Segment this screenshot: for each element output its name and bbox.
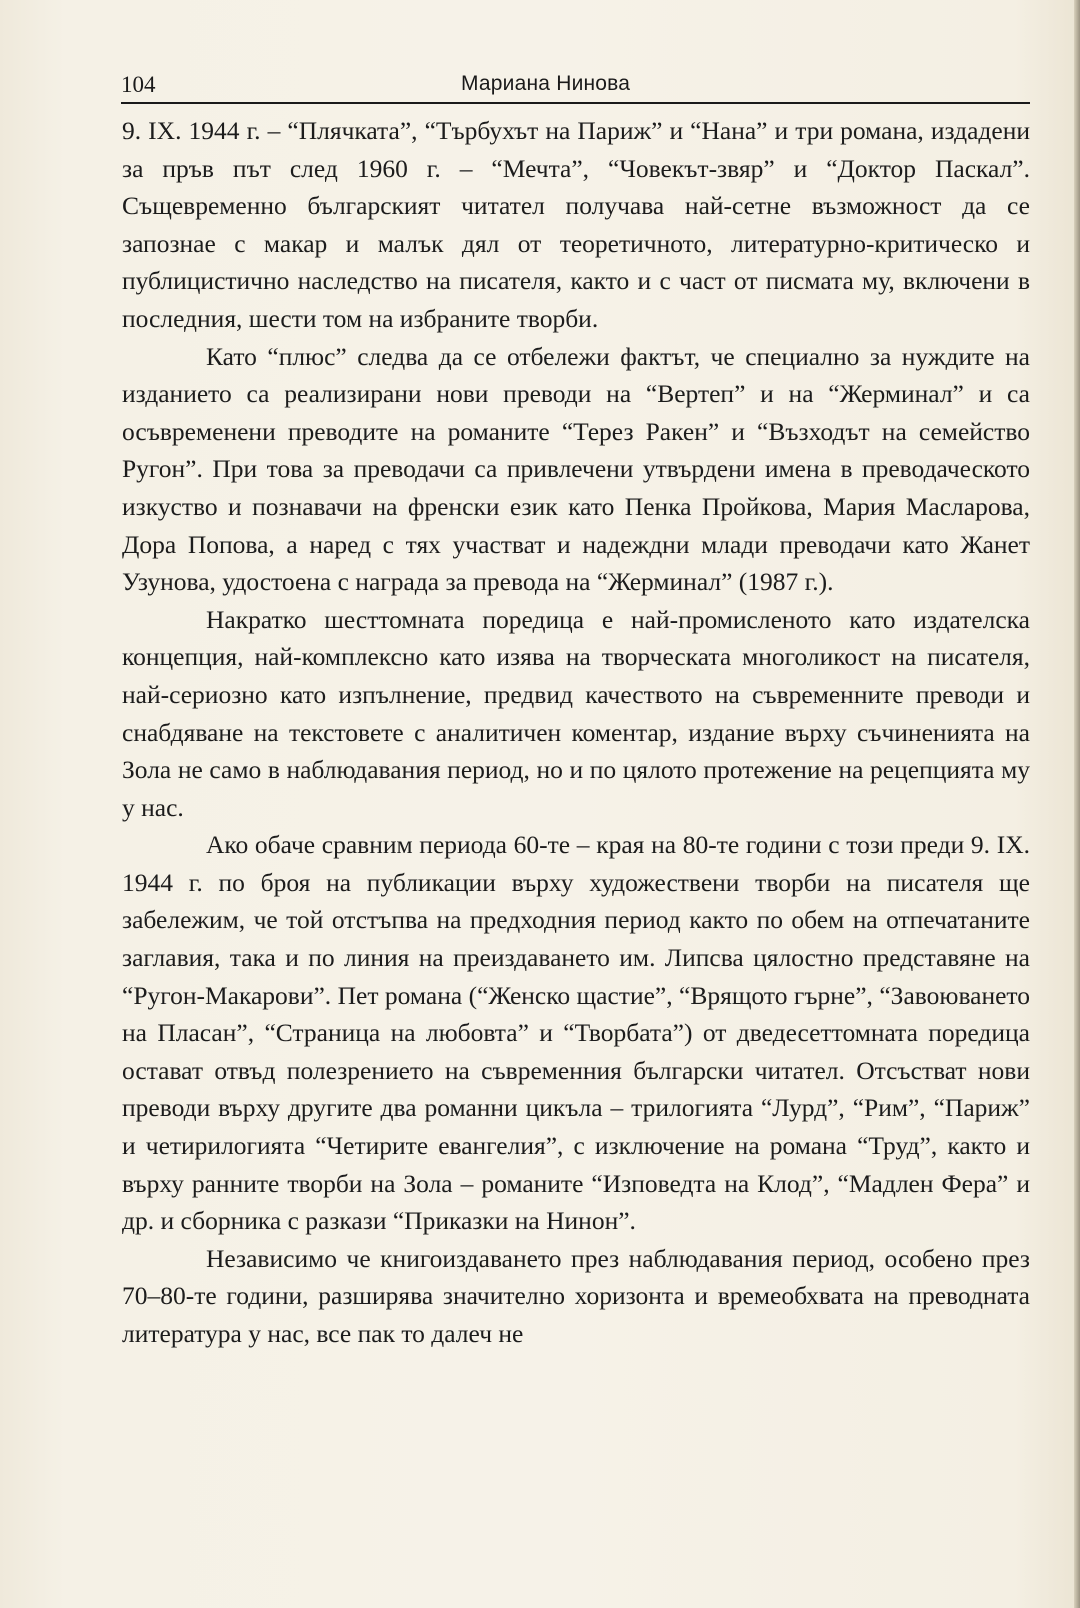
paragraph: Накратко шесттомната поредица е най-промисленото като издателска концепция, най-комплексно като изява на творческата многоликост на писателя, най-сериозно като изпълнение, предвид качеството на съвременните преводи и снабдяване на текстовете с аналитичен коментар, издание върху съчиненията на Зола не само в наблюдавания период, но и по цялото протежение на рецепцията му у нас. bbox=[122, 604, 1030, 822]
page-number: 104 bbox=[121, 72, 156, 97]
paragraph: Ако обаче сравним периода 60-те – края на 80-те години с този преди 9. IX. 1944 г. по броя на публикации върху художествени творби на писателя ще забележим, че той отстъпва на предходния период както по обем на отпечатаните заглавия, така и по линия на преиздаването им. Липсва цялостно представяне на “Ругон-Макарови”. Пет романа (“Женско щастие”, “Врящото гърне”, “Завоюването на Пласан”, “Страница на любовта” и “Творбата”) от дведесеттомната поредица остават отвъд полезрението на съвременния български читател. Отсъстват нови преводи върху другите два романни цикъла – трилогията “Лурд”, “Рим”, “Париж” и четирилогията “Четирите евангелия”, с изключение на романа “Труд”, както и върху ранните творби на Зола – романите “Изповедта на Клод”, “Мадлен Фера” и др. и сборника с разкази “Приказки на Нинон”. bbox=[122, 830, 1030, 1236]
body-text bbox=[122, 112, 1030, 1353]
paragraph-continuation: 9. IX. 1944 г. – “Плячката”, “Търбухът на Париж” и “Нана” и три романа, издадени за пръв път след 1960 г. – “Мечта”, “Човекът-звяр” и “Доктор Паскал”. Същевременно българският читател получава най-сетне възможност да се запознае с макар и малък дял от теоретичното, литературно-критическо и публицистично наследство на писателя, както и с част от писмата му, включени в последния, шести том на избраните творби. bbox=[122, 116, 1030, 333]
paragraph: Независимо че книгоиздаването през наблюдавания период, особено през 70–80-те години, разширява значително хоризонта и времеобхвата на преводната литература у нас, все пак то далеч не bbox=[122, 1243, 1030, 1348]
page-edge-shadow bbox=[1074, 0, 1080, 1608]
author-name: Мариана Нинова bbox=[461, 72, 631, 95]
paragraph: Като “плюс” следва да се отбележи фактът, че специално за нуждите на изданието са реализирани нови преводи на “Вертеп” и на “Жерминал” и са осъвременени преводите на романите “Терез Ракен” и “Възходът на семейство Ругон”. При това за преводачи са привлечени утвърдени имена в преводаческото изкуство и познавачи на френски език като Пенка Пройкова, Мария Масларова, Дора Попова, а наред с тях участват и надеждни млади преводачи като Жанет Узунова, удостоена с награда за превода на “Жерминал” (1987 г.). bbox=[122, 341, 1030, 597]
running-head bbox=[121, 70, 1030, 104]
